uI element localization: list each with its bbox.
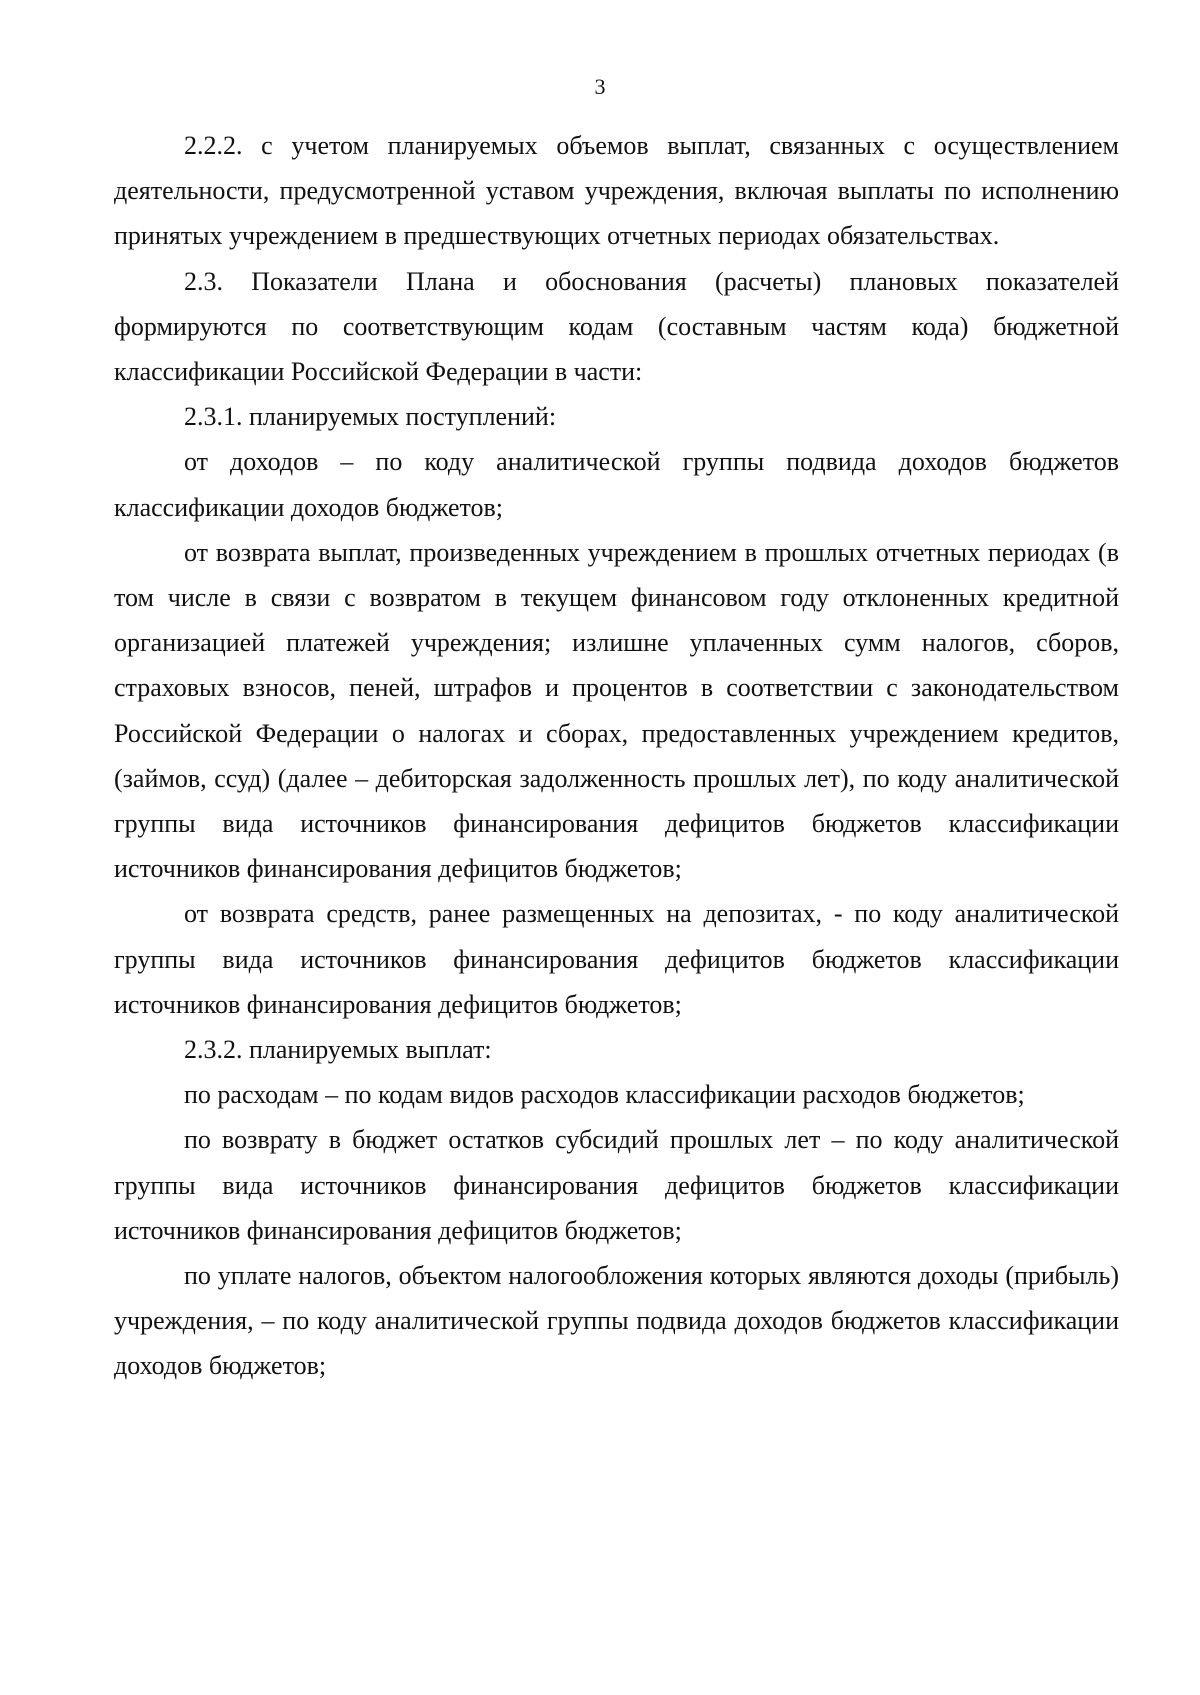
paragraph-income: от доходов – по коду аналитической группы подвида доходов бюджетов классификации доходов бюджетов; bbox=[114, 447, 1119, 522]
paragraph-2-2-2: 2.2.2. с учетом планируемых объемов выплат, связанных с осуществлением деятельности, предусмотренной уставом учреждения, включая выплаты по исполнению принятых учреждением в предшествующих отчетных периодах обязательствах. bbox=[114, 131, 1119, 251]
document-body bbox=[114, 123, 1119, 1389]
paragraph-expenses: по расходам – по кодам видов расходов классификации расходов бюджетов; bbox=[184, 1080, 1025, 1110]
page-number: 3 bbox=[594, 74, 606, 99]
paragraph-payment-return: от возврата выплат, произведенных учреждением в прошлых отчетных периодах (в том числе в связи с возвратом в текущем финансовом году отклоненных кредитной организацией платежей учреждения; излишне уплаченных сумм налогов, сборов, страховых взносов, пеней, штрафов и процентов в соответствии с законодательством Российской Федерации о налогах и сборах, предоставленных учреждением кредитов, (займов, ссуд) (далее – дебиторская задолженность прошлых лет), по коду аналитической группы вида источников финансирования дефицитов бюджетов классификации источников финансирования дефицитов бюджетов; bbox=[114, 537, 1119, 884]
paragraph-2-3-2: 2.3.2. планируемых выплат: bbox=[184, 1035, 492, 1065]
paragraph-deposit-return: от возврата средств, ранее размещенных на депозитах, - по коду аналитической группы вида источников финансирования дефицитов бюджетов классификации источников финансирования дефицитов бюджетов; bbox=[114, 899, 1119, 1019]
paragraph-tax-payment: по уплате налогов, объектом налогообложения которых являются доходы (прибыль) учреждения, – по коду аналитической группы подвида доходов бюджетов классификации доходов бюджетов; bbox=[114, 1261, 1119, 1381]
paragraph-2-3: 2.3. Показатели Плана и обоснования (расчеты) плановых показателей формируются по соответствующим кодам (составным частям кода) бюджетной классификации Российской Федерации в части: bbox=[114, 266, 1119, 387]
paragraph-subsidy-return: по возврату в бюджет остатков субсидий прошлых лет – по коду аналитической группы вида источников финансирования дефицитов бюджетов классификации источников финансирования дефицитов бюджетов; bbox=[114, 1125, 1119, 1245]
paragraph-2-3-1: 2.3.1. планируемых поступлений: bbox=[184, 402, 557, 432]
